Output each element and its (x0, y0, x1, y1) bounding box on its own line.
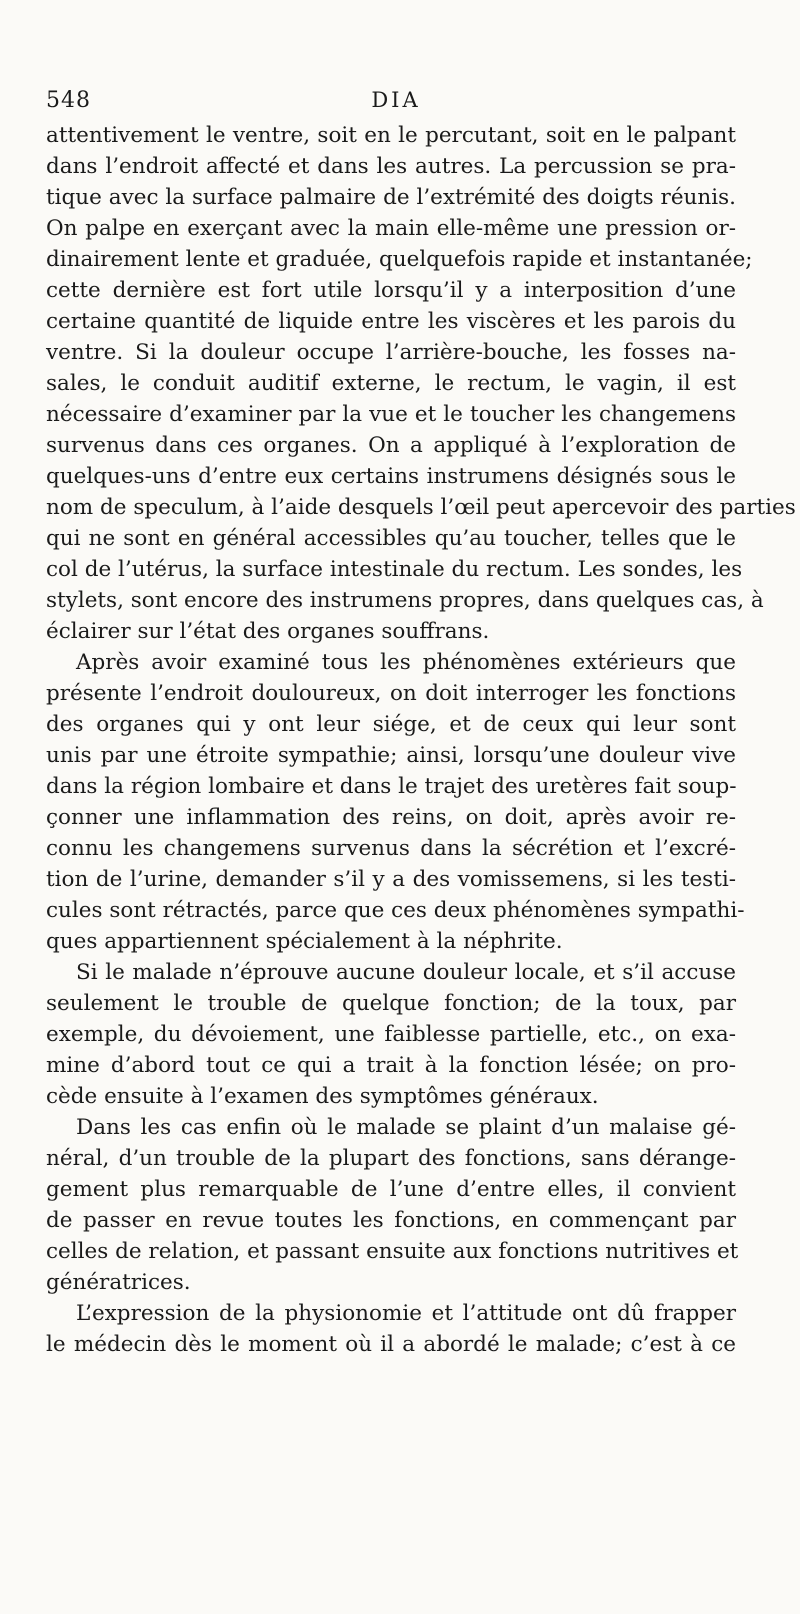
page-header (46, 88, 746, 118)
text-line: dans la région lombaire et dans le trajet des uretères fait soup- (46, 774, 737, 799)
running-head: DIA (371, 88, 421, 112)
text-line: des organes qui y ont leur siége, et de ceux qui leur sont (46, 712, 736, 737)
text-line: quelques-uns d’entre eux certains instrumens désignés sous le (46, 464, 736, 489)
body-text (46, 120, 796, 1360)
text-line: génératrices. (46, 1270, 191, 1295)
text-line: nécessaire d’examiner par la vue et le toucher les changemens (46, 402, 736, 427)
text-line: Dans les cas enfin où le malade se plaint d’un malaise gé- (76, 1115, 736, 1140)
text-line: çonner une inflammation des reins, on doit, après avoir re- (46, 805, 736, 830)
text-line: certaine quantité de liquide entre les viscères et les parois du (46, 309, 736, 334)
text-line: cules sont rétractés, parce que ces deux phénomènes sympathi- (46, 898, 745, 923)
text-line: néral, d’un trouble de la plupart des fonctions, sans dérange- (46, 1146, 736, 1171)
text-line: ventre. Si la douleur occupe l’arrière-bouche, les fosses na- (46, 340, 736, 365)
text-line: cette dernière est fort utile lorsqu’il y a interposition d’une (46, 278, 736, 303)
text-line: attentivement le ventre, soit en le percutant, soit en le palpant (46, 123, 736, 148)
text-line: survenus dans ces organes. On a appliqué à l’exploration de (46, 433, 736, 458)
text-line: le médecin dès le moment où il a abordé le malade; c’est à ce (46, 1332, 736, 1357)
text-line: ques appartiennent spécialement à la néphrite. (46, 929, 563, 954)
text-line: sales, le conduit auditif externe, le rectum, le vagin, il est (46, 371, 736, 396)
text-line: nom de speculum, à l’aide desquels l’œil peut apercevoir des parties (46, 495, 796, 520)
text-line: gement plus remarquable de l’une d’entre elles, il convient (46, 1177, 736, 1202)
text-line: col de l’utérus, la surface intestinale du rectum. Les sondes, les (46, 557, 743, 582)
text-line: On palpe en exerçant avec la main elle-même une pression or- (46, 216, 736, 241)
text-line: qui ne sont en général accessibles qu’au toucher, telles que le (46, 526, 736, 551)
text-line: dinairement lente et graduée, quelquefois rapide et instantanée; (46, 247, 753, 272)
text-line: connu les changemens survenus dans la sécrétion et l’excré- (46, 836, 736, 861)
page-number: 548 (46, 88, 91, 113)
text-line: Après avoir examiné tous les phénomènes extérieurs que (76, 650, 736, 675)
text-line: éclairer sur l’état des organes souffrans. (46, 619, 490, 644)
text-line: seulement le trouble de quelque fonction; de la toux, par (46, 991, 736, 1016)
text-line: cède ensuite à l’examen des symptômes généraux. (46, 1084, 599, 1109)
text-line: mine d’abord tout ce qui a trait à la fonction lésée; on pro- (46, 1053, 736, 1078)
text-line: L’expression de la physionomie et l’attitude ont dû frapper (76, 1301, 736, 1326)
text-line: présente l’endroit douloureux, on doit interroger les fonctions (46, 681, 736, 706)
text-line: dans l’endroit affecté et dans les autres. La percussion se pra- (46, 154, 736, 179)
text-line: tion de l’urine, demander s’il y a des vomissemens, si les testi- (46, 867, 736, 892)
text-line: Si le malade n’éprouve aucune douleur locale, et s’il accuse (76, 960, 736, 985)
text-line: celles de relation, et passant ensuite aux fonctions nutritives et (46, 1239, 739, 1264)
text-line: tique avec la surface palmaire de l’extrémité des doigts réunis. (46, 185, 736, 210)
text-line: stylets, sont encore des instrumens propres, dans quelques cas, à (46, 588, 764, 613)
text-line: unis par une étroite sympathie; ainsi, lorsqu’une douleur vive (46, 743, 736, 768)
text-line: exemple, du dévoiement, une faiblesse partielle, etc., on exa- (46, 1022, 736, 1047)
text-line: de passer en revue toutes les fonctions, en commençant par (46, 1208, 736, 1233)
